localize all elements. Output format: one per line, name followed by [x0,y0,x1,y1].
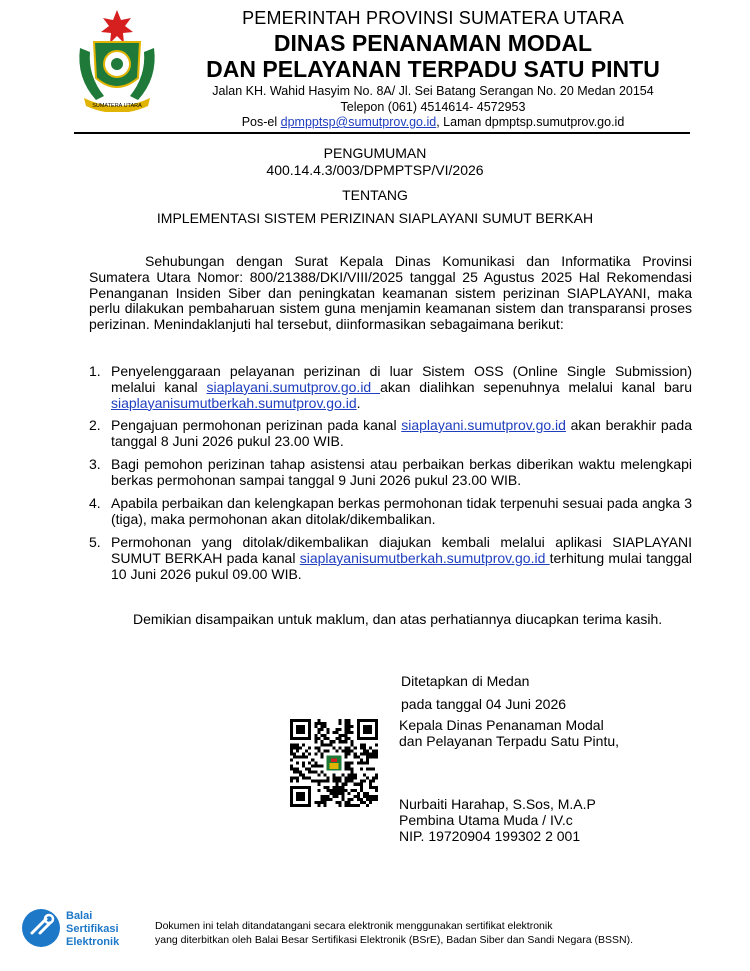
announcement-tentang: TENTANG [342,187,408,203]
list-number: 5. [89,534,101,550]
siaplayanisumutberkah-link[interactable]: siaplayanisumutberkah.sumutprov.go.id [299,549,550,566]
footer-note-line1: Dokumen ini telah ditandatangani secara elektronik menggunakan sertifikat elektronik [155,920,553,932]
email-prefix: Pos-el [241,115,278,129]
bsre-text-3: Elektronik [66,936,120,948]
announcement-subject: IMPLEMENTASI SISTEM PERIZINAN SIAPLAYANI SUMUT BERKAH [156,210,594,226]
list-number: 4. [89,495,101,511]
letterhead-phone: Telepon (061) 4514614- 4572953 [340,100,526,114]
siaplayanisumutberkah-link[interactable]: siaplayanisumutberkah.sumutprov.go.id [111,394,357,411]
list-item-text: Pengajuan permohonan perizinan pada kanal siaplayani.sumutprov.go.id akan berakhir pada tanggal 8 Juni 2026 pukul 23.00 WIB. [111,417,692,449]
provincial-emblem-logo [74,8,160,112]
bsre-text-1: Balai [66,910,93,922]
signature-place: Ditetapkan di Medan [401,673,530,689]
signature-position-line2: dan Pelayanan Terpadu Satu Pintu, [399,733,620,749]
web-address: , Laman dpmptsp.sumutprov.go.id [436,115,625,129]
signature-date: pada tanggal 04 Juni 2026 [401,696,567,712]
logo-caption: SUMATERA UTARA [92,103,142,109]
siaplayani-link[interactable]: siaplayani.sumutprov.go.id [206,378,381,395]
letterhead-agency-line2: DAN PELAYANAN TERPADU SATU PINTU [206,56,660,82]
letterhead-contact [176,115,690,129]
announcement-heading: PENGUMUMAN [323,145,427,161]
email-link[interactable]: dpmpptsp@sumutprov.go.id [280,115,437,129]
letterhead-divider [74,132,690,134]
bsre-logo [20,905,140,951]
bsre-text-2: Sertifikasi [66,923,119,935]
list-item-text: Penyelenggaraan pelayanan perizinan di luar Sistem OSS (Online Single Submission) melalui kanal siaplayani.sumutprov.go.id akan dialihkan sepenuhnya melalui kanal baru siaplayanisumutberkah.sumutprov.go.id. [111,363,692,411]
intro-paragraph: Sehubungan dengan Surat Kepala Dinas Komunikasi dan Informatika Provinsi Sumatera Utara Nomor: 800/21388/DKI/VIII/2025 tanggal 25 Agustus 2025 Hal Rekomendasi Penanganan Insiden Siber dan peningkatan keamanan sistem perizinan SIAPLAYANI, maka perlu dilakukan pembaharuan sistem guna menjamin keamanan sistem dan transparansi proses perizinan. Menindaklanjuti hal tersebut, diinformasikan sebagaimana berikut: [89,253,692,333]
letterhead-government: PEMERINTAH PROVINSI SUMATERA UTARA [242,8,624,28]
signature-position-line1: Kepala Dinas Penanaman Modal [399,717,604,733]
signatory-rank: Pembina Utama Muda / IV.c [399,812,573,828]
list-number: 1. [89,363,101,379]
footer-note [155,919,633,947]
signatory-name: Nurbaiti Harahap, S.Sos, M.A.P [399,796,596,812]
letterhead-address: Jalan KH. Wahid Hasyim No. 8A/ Jl. Sei Batang Serangan No. 20 Medan 20154 [212,84,654,98]
letterhead-agency-line1: DINAS PENANAMAN MODAL [273,30,593,56]
list-item-text: Permohonan yang ditolak/dikembalikan diajukan kembali melalui aplikasi SIAPLAYANI SUMUT BERKAH pada kanal siaplayanisumutberkah.sumutprov.go.id terhitung mulai tanggal 10 Juni 2026 pukul 09.00 WIB. [111,534,692,582]
signature-qr-code [290,719,378,807]
signatory-nip: NIP. 19720904 199302 2 001 [399,828,581,844]
list-number: 2. [89,417,101,433]
footer-note-line2: yang diterbitkan oleh Balai Besar Sertifikasi Elektronik (BSrE), Badan Siber dan Sandi Negara (BSSN). [155,934,633,946]
list-number: 3. [89,456,101,472]
closing-paragraph: Demikian disampaikan untuk maklum, dan atas perhatiannya diucapkan terima kasih. [133,611,663,627]
list-item-text: Apabila perbaikan dan kelengkapan berkas permohonan tidak terpenuhi sesuai pada angka 3 (tiga), maka permohonan akan ditolak/dikembalikan. [111,495,692,527]
announcement-number: 400.14.4.3/003/DPMPTSP/VI/2026 [266,162,484,178]
list-item-text: Bagi pemohon perizinan tahap asistensi atau perbaikan berkas diberikan waktu melengkapi berkas permohonan sampai tanggal 9 Juni 2026 pukul 23.00 WIB. [111,456,692,488]
siaplayani-link[interactable]: siaplayani.sumutprov.go.id [401,417,566,433]
